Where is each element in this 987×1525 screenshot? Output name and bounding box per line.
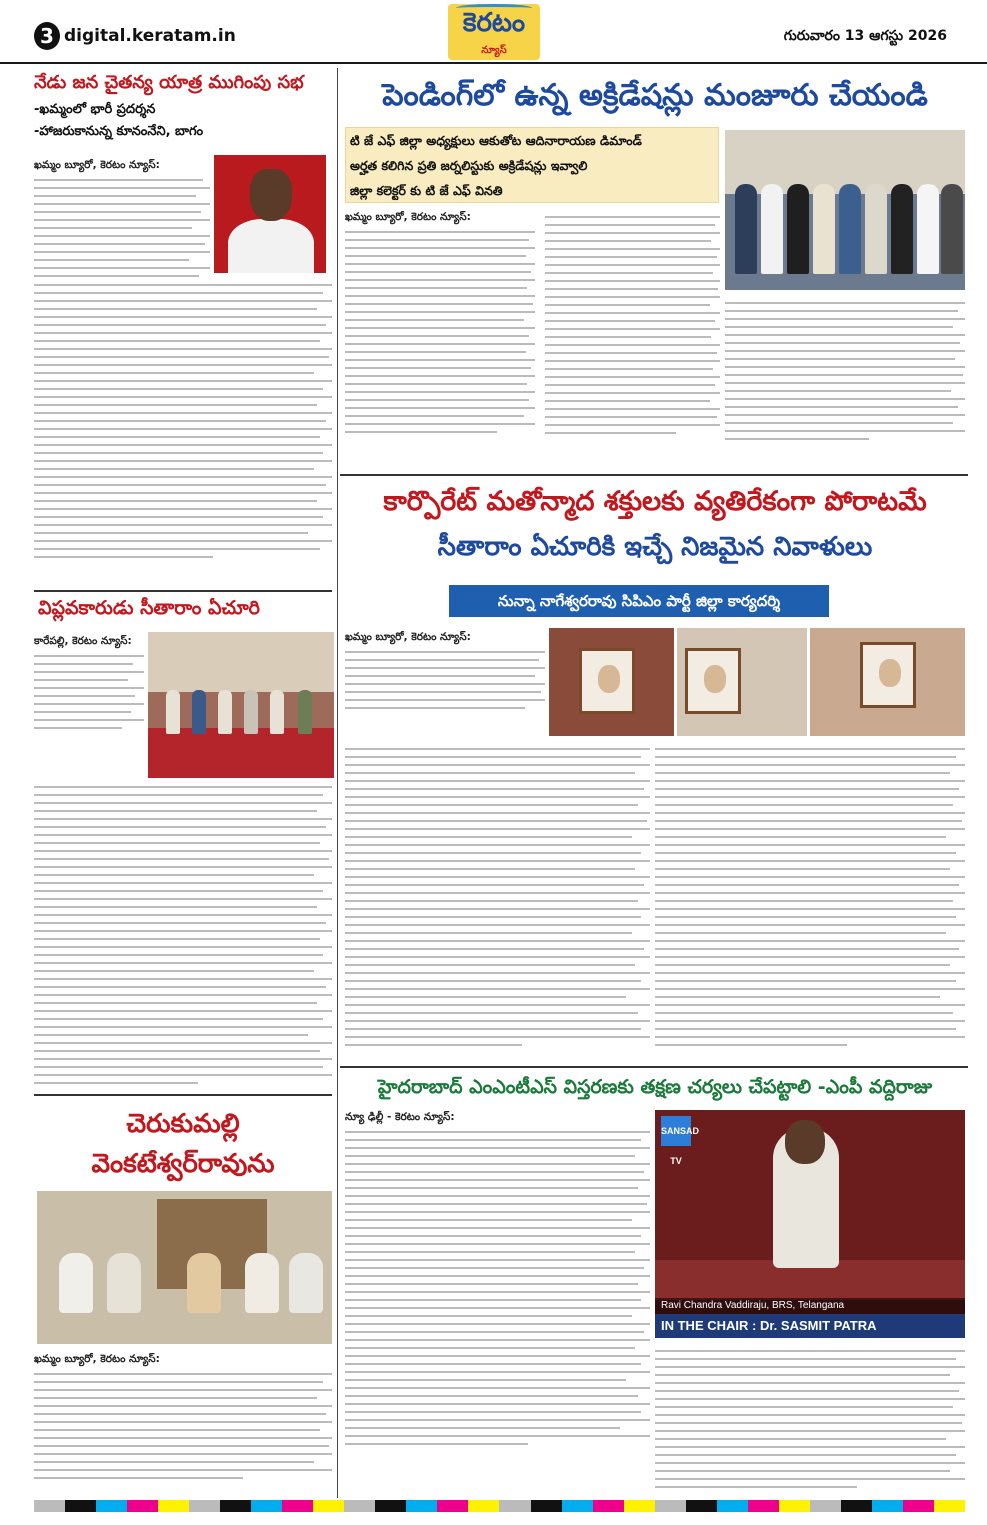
story2-body [34, 634, 144, 735]
accreditation-body-col1 [345, 210, 535, 439]
rajya-sabha-photo [655, 1110, 965, 1338]
story3-text-lines [34, 1373, 332, 1479]
column-divider [337, 68, 338, 1498]
accreditation-headline: పెండింగ్‌లో ఉన్న అక్రిడేషన్లు మంజూరు చేయండి [382, 78, 928, 113]
portrait-photo [214, 155, 326, 273]
print-color-strip [34, 1500, 965, 1512]
page-number: 3 [34, 22, 60, 50]
mmts-body-col2 [655, 1344, 965, 1494]
logo-title: కెరటం [462, 8, 526, 38]
story1-text-lines-cont [34, 284, 332, 558]
yechury-body-intro [345, 630, 545, 715]
story2-dateline: కారేపల్లి, కెరటం న్యూస్: [34, 635, 132, 647]
story1-body [34, 158, 210, 283]
frame-face [598, 665, 620, 693]
speaker-banner: నున్నా నాగేశ్వరరావు సిపిఎం పార్టీ జిల్లా కార్యదర్శి [449, 585, 829, 617]
photo-steps [148, 728, 334, 778]
story1-dateline: ఖమ్మం బ్యూరో, కెరటం న్యూస్: [34, 159, 160, 171]
frame-face [879, 659, 901, 687]
photo-person [218, 690, 232, 734]
logo-subtitle: న్యూస్ [481, 45, 507, 56]
yechury-dateline: ఖమ్మం బ్యూరో, కెరటం న్యూస్: [345, 631, 471, 643]
newspaper-logo [448, 4, 540, 60]
section-rule [34, 590, 332, 592]
section-rule [340, 1066, 968, 1068]
accreditation-highlights [345, 127, 719, 203]
story1-body-cont [34, 278, 332, 564]
mmts-text-lines [345, 1131, 650, 1445]
tribute-photo-3 [810, 628, 965, 736]
photo-person [270, 690, 284, 734]
tribute-photo-1 [549, 628, 674, 736]
photo-mp-head [785, 1120, 825, 1164]
story1-headline: నేడు జన చైతన్య యాత్ర ముగింపు సభ [34, 72, 304, 93]
photo-person [298, 690, 312, 734]
portrait-frame [860, 642, 916, 708]
yechury-text-lines [345, 651, 545, 709]
mmts-headline: హైదరాబాద్ ఎంఎంటీఎస్ విస్తరణకు తక్షణ చర్యలు చేపట్టాలి -ఎంపీ వద్దిరాజు [377, 1076, 933, 1098]
portrait-shirt [228, 219, 314, 273]
visit-photo [37, 1191, 332, 1344]
photo-person [941, 184, 963, 274]
photo-person [187, 1253, 221, 1313]
chair-caption: IN THE CHAIR : Dr. SASMIT PATRA [655, 1314, 965, 1338]
photo-person [166, 690, 180, 734]
photo-person [107, 1253, 141, 1313]
photo-person [813, 184, 835, 274]
story1-sub2: -హాజరుకానున్న కూనంనేని, బాగం [34, 124, 204, 139]
photo-person [245, 1253, 279, 1313]
highlight-line: టి జే ఎఫ్ జిల్లా అధ్యక్షులు ఆకుతోట ఆదినారాయణ డిమాండ్ [350, 133, 642, 148]
sansad-tv-logo: SANSAD TV [661, 1116, 691, 1146]
story1-sub1: -ఖమ్మంలో భారీ ప్రదర్శన [34, 102, 156, 117]
yechury-headline-line2: సీతారాం ఏచూరికి ఇచ్చే నిజమైన నివాళులు [437, 532, 873, 562]
section-rule [340, 474, 968, 476]
yechury-text-lines-col1 [345, 748, 650, 1046]
portrait-frame [579, 648, 635, 714]
accreditation-body-col3 [725, 296, 965, 446]
photo-person [761, 184, 783, 274]
mmts-dateline: న్యూ ఢిల్లీ - కెరటం న్యూస్: [345, 1111, 455, 1123]
frame-face [704, 665, 726, 693]
yechury-headline: కార్పొరేట్ మతోన్మాద శక్తులకు వ్యతిరేకంగా పోరాటమే [383, 486, 927, 517]
portrait-frame [685, 648, 741, 714]
story1-text-lines [34, 179, 210, 277]
story2-text-lines-cont [34, 786, 332, 1084]
photo-person [787, 184, 809, 274]
mmts-text-lines-col2 [655, 1350, 965, 1488]
photo-person [917, 184, 939, 274]
yechury-body-col2 [655, 742, 965, 1052]
photo-person [289, 1253, 323, 1313]
accreditation-body-col2 [545, 210, 720, 440]
accreditation-text-lines-col2 [545, 216, 720, 434]
tribute-photo-2 [677, 628, 807, 736]
accreditation-text-lines [345, 231, 535, 433]
photo-wall [148, 632, 334, 692]
yechury-body-col1 [345, 742, 650, 1052]
photo-person [891, 184, 913, 274]
photo-person [839, 184, 861, 274]
story2-headline: విప్లవకారుడు సీతారాం ఏచూరి [38, 597, 260, 619]
highlight-line: జిల్లా కలెక్టర్ కు టి జే ఎఫ్ వినతి [350, 183, 503, 198]
press-delegation-photo [725, 130, 965, 290]
story3-body [34, 1352, 332, 1485]
mmts-body-col1 [345, 1110, 650, 1451]
story2-text-lines [34, 655, 144, 729]
section-rule [34, 1094, 332, 1096]
photo-person [244, 690, 258, 734]
photo-person [59, 1253, 93, 1313]
story3-dateline: ఖమ్మం బ్యూరో, కెరటం న్యూస్: [34, 1353, 160, 1365]
yechury-text-lines-col2 [655, 748, 965, 1046]
photo-person [192, 690, 206, 734]
tribute-group-photo [148, 632, 334, 778]
highlight-line: అర్హత కలిగిన ప్రతి జర్నలిస్టుకు అక్రిడేషన్లు ఇవ్వాలి [350, 158, 588, 173]
accreditation-dateline: ఖమ్మం బ్యూరో, కెరటం న్యూస్: [345, 211, 471, 223]
issue-date: గురువారం 13 ఆగస్టు 2026 [783, 28, 947, 44]
photo-person [735, 184, 757, 274]
speaker-caption: Ravi Chandra Vaddiraju, BRS, Telangana [655, 1298, 965, 1314]
photo-person [865, 184, 887, 274]
site-url[interactable]: digital.keratam.in [64, 26, 236, 46]
story1-subheads [34, 99, 332, 143]
story2-body-cont [34, 780, 332, 1090]
accreditation-text-lines-col3 [725, 302, 965, 440]
masthead [0, 0, 987, 64]
story3-headline-line1: చెరుకుమల్లి వెంకటేశ్వర్‌రావును [91, 1109, 275, 1179]
portrait-face [250, 169, 292, 221]
